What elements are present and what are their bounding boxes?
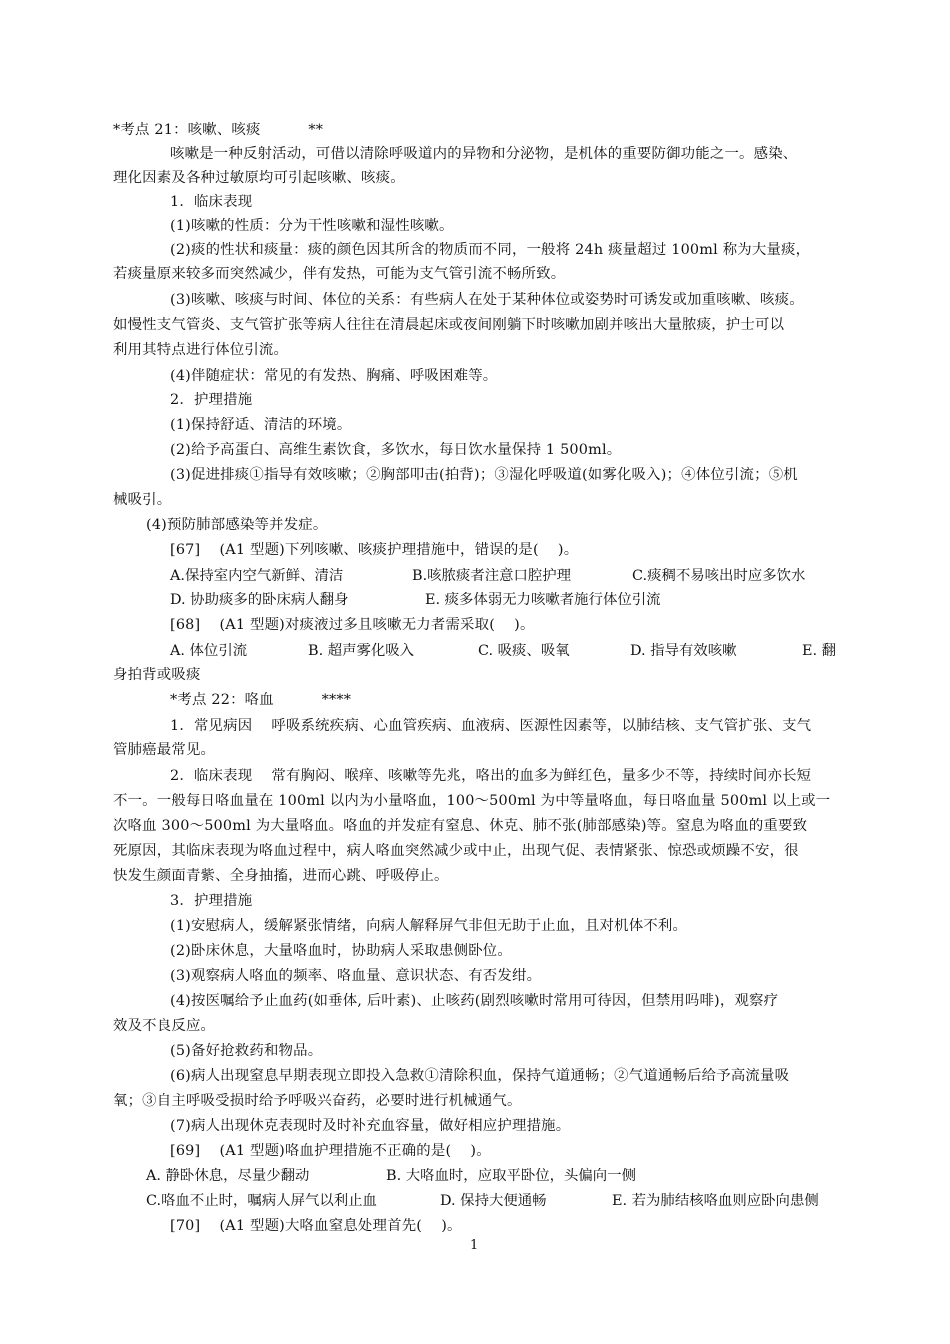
option-d: D. 保持大便通畅 xyxy=(440,1193,547,1209)
paragraph-line: (5)备好抢救药和物品。 xyxy=(170,1043,323,1059)
paragraph-line: (2)痰的性状和痰量：痰的颜色因其所含的物质而不同，一般将 24h 痰量超过 100ml 称为大量痰， xyxy=(170,242,811,258)
paragraph-line: 理化因素及各种过敏原均可引起咳嗽、咳痰。 xyxy=(113,170,405,186)
paragraph-line: 氧；③自主呼吸受损时给予呼吸兴奋药，必要时进行机械通气。 xyxy=(113,1093,522,1109)
option-d: D. 协助痰多的卧床病人翻身 xyxy=(170,592,349,608)
paragraph-line: (4)预防肺部感染等并发症。 xyxy=(146,517,328,533)
paragraph-line: (1)保持舒适、清洁的环境。 xyxy=(170,417,352,433)
paragraph-line: 1．常见病因 呼吸系统疾病、心血管疾病、血液病、医源性因素等，以肺结核、支气管扩张、支气 xyxy=(170,718,812,734)
paragraph-line: 管肺癌最常见。 xyxy=(113,742,216,758)
paragraph-line: (1)咳嗽的性质：分为干性咳嗽和湿性咳嗽。 xyxy=(170,218,454,234)
option-d: D. 指导有效咳嗽 xyxy=(630,643,737,659)
option-c: C.咯血不止时，嘱病人屏气以利止血 xyxy=(146,1193,377,1209)
option-c: C. 吸痰、吸氧 xyxy=(478,643,570,659)
paragraph-line: 不一。一般每日咯血量在 100ml 以内为小量咯血，100～500ml 为中等量咯血，每日咯血量 500ml 以上或一 xyxy=(113,793,831,809)
paragraph-line: 次咯血 300～500ml 为大量咯血。咯血的并发症有窒息、休克、肺不张(肺部感染)等。窒息为咯血的重要致 xyxy=(113,818,808,834)
paragraph-line: (4)按医嘱给予止血药(如垂体, 后叶素)、止咳药(剧烈咳嗽时常用可待因，但禁用吗啡)，观察疗 xyxy=(170,993,779,1009)
q67-options-row-2 xyxy=(0,590,950,610)
paragraph-line: 咳嗽是一种反射活动，可借以清除呼吸道内的异物和分泌物，是机体的重要防御功能之一。感染、 xyxy=(170,146,798,162)
option-a: A.保持室内空气新鲜、清洁 xyxy=(170,568,344,584)
paragraph-line: 械吸引。 xyxy=(113,492,172,508)
q69-options-row-1 xyxy=(0,1166,950,1186)
option-e: E. 若为肺结核咯血则应卧向患侧 xyxy=(612,1193,819,1209)
option-b: B. 超声雾化吸入 xyxy=(308,643,415,659)
option-e: E. 痰多体弱无力咳嗽者施行体位引流 xyxy=(425,592,661,608)
q67-options-row-1 xyxy=(0,566,950,586)
paragraph-line: 若痰量原来较多而突然减少，伴有发热，可能为支气管引流不畅所致。 xyxy=(113,266,566,282)
paragraph-line: (3)观察病人咯血的频率、咯血量、意识状态、有否发绀。 xyxy=(170,968,542,984)
paragraph-line: (7)病人出现休克表现时及时补充血容量，做好相应护理措施。 xyxy=(170,1118,571,1134)
option-a: A. 静卧休息，尽量少翻动 xyxy=(146,1168,310,1184)
page-number: 1 xyxy=(470,1238,479,1253)
paragraph-line: 2．临床表现 常有胸闷、喉痒、咳嗽等先兆，咯出的血多为鲜红色，量多少不等，持续时间亦长短 xyxy=(170,768,812,784)
subheading-nursing-22: 3．护理措施 xyxy=(170,893,253,909)
q68-options-row xyxy=(0,641,950,661)
subheading-clinical: 1．临床表现 xyxy=(170,194,253,210)
option-e-continued: 身拍背或吸痰 xyxy=(113,667,201,683)
paragraph-line: (1)安慰病人，缓解紧张情绪，向病人解释屏气非但无助于止血，且对机体不利。 xyxy=(170,918,688,934)
question-69: [69] (A1 型题)咯血护理措施不正确的是( )。 xyxy=(170,1143,491,1159)
question-67: [67] (A1 型题)下列咳嗽、咳痰护理措施中，错误的是( )。 xyxy=(170,542,579,558)
option-b: B. 大咯血时，应取平卧位，头偏向一侧 xyxy=(386,1168,636,1184)
paragraph-line: (6)病人出现窒息早期表现立即投入急救①清除积血，保持气道通畅；②气道通畅后给予高流量吸 xyxy=(170,1068,790,1084)
paragraph-line: 利用其特点进行体位引流。 xyxy=(113,342,289,358)
paragraph-line: 如慢性支气管炎、支气管扩张等病人往往在清晨起床或夜间刚躺下时咳嗽加剧并咳出大量脓痰，护士可以 xyxy=(113,317,785,333)
paragraph-line: (3)咳嗽、咳痰与时间、体位的关系：有些病人在处于某种体位或姿势时可诱发或加重咳嗽、咳痰。 xyxy=(170,292,804,308)
option-a: A. 体位引流 xyxy=(170,643,248,659)
paragraph-line: (2)给予高蛋白、高维生素饮食，多饮水，每日饮水量保持 1 500ml。 xyxy=(170,442,622,458)
option-b: B.咳脓痰者注意口腔护理 xyxy=(412,568,572,584)
paragraph-line: (2)卧床休息，大量咯血时，协助病人采取患侧卧位。 xyxy=(170,943,512,959)
paragraph-line: 快发生颜面青紫、全身抽搐，进而心跳、呼吸停止。 xyxy=(113,868,449,884)
subheading-nursing: 2．护理措施 xyxy=(170,392,253,408)
option-e: E. 翻 xyxy=(802,643,837,659)
paragraph-line: (4)伴随症状：常见的有发热、胸痛、呼吸困难等。 xyxy=(170,368,498,384)
section-heading-22: *考点 22：咯血 **** xyxy=(170,692,352,708)
section-heading-21: *考点 21：咳嗽、咳痰 ** xyxy=(113,122,324,138)
paragraph-line: 死原因，其临床表现为咯血过程中，病人咯血突然减少或中止，出现气促、表情紧张、惊恐或烦躁不安，很 xyxy=(113,843,799,859)
question-68: [68] (A1 型题)对痰液过多且咳嗽无力者需采取( )。 xyxy=(170,617,535,633)
question-70: [70] (A1 型题)大咯血窒息处理首先( )。 xyxy=(170,1218,462,1234)
q69-options-row-2 xyxy=(0,1191,950,1211)
option-c: C.痰稠不易咳出时应多饮水 xyxy=(632,568,806,584)
paragraph-line: 效及不良反应。 xyxy=(113,1018,216,1034)
paragraph-line: (3)促进排痰①指导有效咳嗽；②胸部叩击(拍背)；③湿化呼吸道(如雾化吸入)；④体位引流；⑤机 xyxy=(170,467,798,483)
